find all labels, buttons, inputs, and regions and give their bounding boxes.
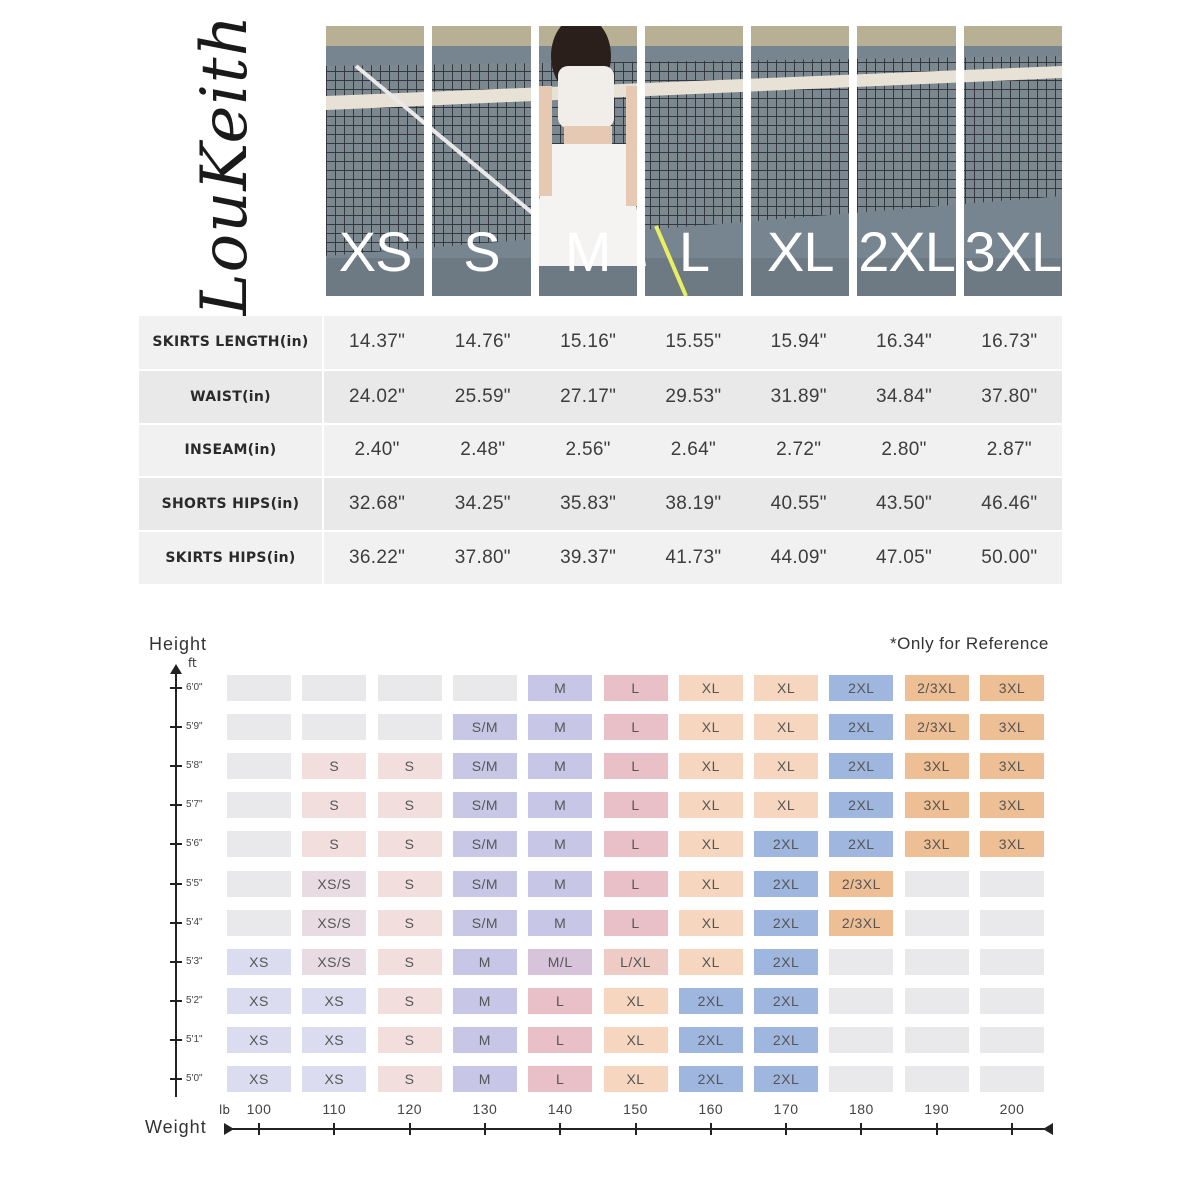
size-cell: 2XL bbox=[829, 753, 893, 779]
empty-size-cell bbox=[227, 910, 291, 936]
weight-tick bbox=[559, 1123, 561, 1135]
measurement-value: 2.64" bbox=[670, 439, 717, 461]
empty-size-cell bbox=[829, 1027, 893, 1053]
empty-size-cell bbox=[829, 988, 893, 1014]
size-cell: 2XL bbox=[679, 988, 743, 1014]
empty-size-cell bbox=[905, 871, 969, 897]
weight-axis-arrow-left-icon bbox=[224, 1123, 234, 1135]
empty-size-cell bbox=[905, 910, 969, 936]
reference-note: *Only for Reference bbox=[890, 634, 1049, 653]
size-table-row bbox=[139, 370, 1062, 424]
weight-tick-label: 140 bbox=[547, 1101, 573, 1117]
measurement-value: 39.37" bbox=[560, 547, 617, 569]
banner-size-label: XL bbox=[767, 220, 834, 283]
size-measurement-table bbox=[139, 316, 1062, 586]
weight-unit-label: lb bbox=[219, 1103, 230, 1117]
measurement-value: 35.83" bbox=[560, 493, 617, 515]
size-cell: L bbox=[604, 871, 668, 897]
height-tick-label: 5'8" bbox=[186, 760, 203, 772]
size-cell: 2/3XL bbox=[829, 910, 893, 936]
size-cell: S bbox=[378, 792, 442, 818]
banner-size-col bbox=[743, 26, 849, 296]
height-tick bbox=[170, 804, 182, 806]
size-cell: XS bbox=[227, 988, 291, 1014]
size-cell: L bbox=[604, 792, 668, 818]
size-cell: M bbox=[528, 792, 592, 818]
measurement-value: 2.72" bbox=[776, 439, 822, 461]
size-cell: L bbox=[604, 714, 668, 740]
height-unit-label: ft bbox=[188, 656, 197, 670]
measurement-value: 46.46" bbox=[981, 493, 1038, 515]
measurement-value: 47.05" bbox=[875, 547, 933, 569]
height-tick-label: 5'9" bbox=[186, 721, 203, 733]
measurement-value: 40.55" bbox=[770, 493, 827, 515]
empty-size-cell bbox=[905, 1066, 969, 1092]
size-cell: L bbox=[528, 1066, 592, 1092]
size-cell: S/M bbox=[453, 910, 517, 936]
height-axis-title: Height bbox=[149, 634, 208, 654]
size-cell: XS/S bbox=[302, 910, 366, 936]
weight-axis-title: Weight bbox=[145, 1117, 207, 1137]
banner-size-col bbox=[326, 26, 424, 296]
measurement-value: 2.87" bbox=[986, 439, 1032, 461]
size-cell: M bbox=[528, 831, 592, 857]
size-cell: XL bbox=[604, 1027, 668, 1053]
size-cell: XL bbox=[679, 753, 743, 779]
size-cell: 2XL bbox=[679, 1066, 743, 1092]
size-cell: 3XL bbox=[980, 792, 1044, 818]
measurement-value: 15.16" bbox=[560, 331, 617, 353]
size-cell: XL bbox=[754, 753, 818, 779]
size-table-row bbox=[139, 477, 1062, 531]
empty-size-cell bbox=[378, 675, 442, 701]
banner-size-label: S bbox=[463, 220, 500, 283]
size-cell: XL bbox=[604, 988, 668, 1014]
empty-size-cell bbox=[227, 792, 291, 818]
height-tick-label: 5'1" bbox=[186, 1033, 203, 1045]
weight-tick-label: 160 bbox=[698, 1101, 724, 1117]
measurement-value: 34.84" bbox=[875, 385, 933, 407]
size-cell: S bbox=[302, 831, 366, 857]
empty-size-cell bbox=[302, 675, 366, 701]
measurement-value: 36.22" bbox=[349, 547, 406, 569]
size-cell: XL bbox=[754, 675, 818, 701]
size-cell: XS/S bbox=[302, 949, 366, 975]
banner-size-col bbox=[849, 26, 955, 296]
size-cell: M/L bbox=[528, 949, 592, 975]
size-cell: 2XL bbox=[754, 949, 818, 975]
measurement-value: 31.89" bbox=[770, 385, 827, 407]
banner-size-label: 2XL bbox=[858, 220, 955, 283]
measurement-value: 25.59" bbox=[454, 385, 511, 407]
size-cell: 3XL bbox=[905, 753, 969, 779]
measurement-label: SKIRTS HIPS(in) bbox=[139, 531, 323, 585]
size-table-row bbox=[139, 424, 1062, 478]
banner-size-col bbox=[637, 26, 743, 296]
size-cell: M bbox=[453, 1066, 517, 1092]
size-cell: 2XL bbox=[829, 675, 893, 701]
size-cell: S bbox=[302, 753, 366, 779]
size-cell: 2XL bbox=[754, 1027, 818, 1053]
size-cell: 3XL bbox=[905, 831, 969, 857]
measurement-value: 32.68" bbox=[349, 493, 406, 515]
empty-size-cell bbox=[905, 949, 969, 975]
height-tick bbox=[170, 1039, 182, 1041]
height-tick-label: 6'0" bbox=[186, 682, 203, 693]
size-cell: L bbox=[604, 753, 668, 779]
empty-size-cell bbox=[453, 675, 517, 701]
weight-tick bbox=[860, 1123, 862, 1135]
size-cell: S bbox=[302, 792, 366, 818]
size-cell: 2XL bbox=[829, 792, 893, 818]
weight-tick-label: 130 bbox=[472, 1101, 498, 1117]
height-tick-label: 5'3" bbox=[186, 955, 203, 967]
size-cell: 2XL bbox=[754, 988, 818, 1014]
size-cell: S/M bbox=[453, 871, 517, 897]
measurement-value: 2.80" bbox=[881, 439, 927, 461]
size-cell: XS bbox=[302, 1066, 366, 1092]
size-cell: XS bbox=[302, 1027, 366, 1053]
size-cell: M bbox=[528, 714, 592, 740]
size-cell: S bbox=[378, 871, 442, 897]
banner-size-label: M bbox=[564, 220, 611, 283]
size-cell: S/M bbox=[453, 831, 517, 857]
height-tick bbox=[170, 843, 182, 845]
measurement-value: 15.55" bbox=[665, 331, 722, 353]
weight-tick bbox=[1011, 1123, 1013, 1135]
size-cell: 2XL bbox=[829, 831, 893, 857]
empty-size-cell bbox=[905, 988, 969, 1014]
size-banner-photo bbox=[326, 26, 1062, 296]
size-cell: S bbox=[378, 831, 442, 857]
size-cell: XL bbox=[679, 910, 743, 936]
weight-tick-label: 180 bbox=[848, 1101, 874, 1117]
size-cell: S bbox=[378, 1027, 442, 1053]
weight-tick bbox=[635, 1123, 637, 1135]
measurement-value: 16.34" bbox=[875, 331, 933, 353]
size-cell: 2/3XL bbox=[905, 675, 969, 701]
measurement-value: 44.09" bbox=[770, 547, 827, 569]
empty-size-cell bbox=[905, 1027, 969, 1053]
weight-tick-label: 100 bbox=[246, 1101, 272, 1117]
empty-size-cell bbox=[227, 871, 291, 897]
size-cell: S bbox=[378, 753, 442, 779]
brand-logo bbox=[150, 14, 300, 316]
empty-size-cell bbox=[980, 910, 1044, 936]
weight-tick bbox=[258, 1123, 260, 1135]
height-tick-label: 5'6" bbox=[186, 838, 203, 850]
weight-tick bbox=[484, 1123, 486, 1135]
height-tick bbox=[170, 922, 182, 924]
weight-tick bbox=[785, 1123, 787, 1135]
size-cell: S bbox=[378, 1066, 442, 1092]
empty-size-cell bbox=[980, 871, 1044, 897]
size-cell: XL bbox=[679, 714, 743, 740]
size-cell: L bbox=[604, 910, 668, 936]
empty-size-cell bbox=[829, 1066, 893, 1092]
measurement-value: 27.17" bbox=[560, 385, 617, 407]
banner-size-label: L bbox=[678, 220, 710, 283]
size-cell: L/XL bbox=[604, 949, 668, 975]
height-tick bbox=[170, 1078, 182, 1080]
size-cell: XL bbox=[679, 871, 743, 897]
empty-size-cell bbox=[980, 988, 1044, 1014]
measurement-value: 43.50" bbox=[875, 493, 933, 515]
height-axis-arrow-icon bbox=[170, 664, 182, 674]
size-table-row bbox=[139, 316, 1062, 370]
banner-size-columns bbox=[326, 26, 1062, 296]
size-cell: M bbox=[528, 675, 592, 701]
height-tick-label: 5'2" bbox=[186, 994, 203, 1006]
measurement-label: SHORTS HIPS(in) bbox=[139, 477, 323, 531]
banner-size-label: XS bbox=[338, 220, 412, 283]
size-cell: S/M bbox=[453, 714, 517, 740]
empty-size-cell bbox=[980, 1027, 1044, 1053]
height-tick bbox=[170, 883, 182, 885]
height-tick-label: 5'0" bbox=[186, 1073, 203, 1084]
measurement-value: 15.94" bbox=[770, 331, 827, 353]
measurement-value: 37.80" bbox=[454, 547, 511, 569]
brand-logo-text: LouKeith bbox=[188, 14, 262, 316]
size-cell: 2XL bbox=[754, 910, 818, 936]
weight-axis-arrow-right-icon bbox=[1043, 1123, 1053, 1135]
size-cell: S bbox=[378, 949, 442, 975]
size-cell: 2XL bbox=[754, 831, 818, 857]
measurement-label: INSEAM(in) bbox=[139, 424, 323, 478]
weight-tick bbox=[333, 1123, 335, 1135]
measurement-value: 2.40" bbox=[354, 439, 400, 461]
measurement-value: 38.19" bbox=[665, 493, 722, 515]
weight-tick bbox=[409, 1123, 411, 1135]
size-cell: 2/3XL bbox=[905, 714, 969, 740]
height-tick-label: 5'4" bbox=[186, 916, 203, 928]
size-cell: XS bbox=[302, 988, 366, 1014]
size-cell: S bbox=[378, 988, 442, 1014]
size-cell: XL bbox=[679, 831, 743, 857]
measurement-value: 2.56" bbox=[565, 439, 611, 461]
weight-tick bbox=[936, 1123, 938, 1135]
empty-size-cell bbox=[227, 831, 291, 857]
banner-size-col bbox=[424, 26, 530, 296]
size-cell: 3XL bbox=[980, 753, 1044, 779]
size-cell: M bbox=[528, 753, 592, 779]
size-cell: XS bbox=[227, 949, 291, 975]
measurement-label: SKIRTS LENGTH(in) bbox=[139, 316, 323, 370]
weight-tick-label: 200 bbox=[999, 1101, 1025, 1117]
size-cell: L bbox=[604, 675, 668, 701]
height-tick bbox=[170, 726, 182, 728]
weight-tick-label: 110 bbox=[322, 1101, 347, 1117]
empty-size-cell bbox=[227, 714, 291, 740]
size-cell: 2XL bbox=[829, 714, 893, 740]
weight-tick-label: 190 bbox=[924, 1101, 950, 1117]
height-tick-label: 5'7" bbox=[186, 799, 203, 811]
measurement-value: 34.25" bbox=[454, 493, 511, 515]
size-cell: 3XL bbox=[905, 792, 969, 818]
size-cell: 2XL bbox=[754, 871, 818, 897]
height-tick bbox=[170, 687, 182, 689]
size-cell: S bbox=[378, 910, 442, 936]
size-cell: S/M bbox=[453, 792, 517, 818]
size-table-body bbox=[139, 316, 1062, 585]
weight-tick-label: 150 bbox=[623, 1101, 648, 1117]
weight-tick-label: 120 bbox=[397, 1101, 423, 1117]
empty-size-cell bbox=[378, 714, 442, 740]
height-tick bbox=[170, 1000, 182, 1002]
size-cell: M bbox=[453, 1027, 517, 1053]
size-cell: M bbox=[528, 910, 592, 936]
banner-size-col bbox=[531, 26, 637, 296]
size-cell: 2XL bbox=[679, 1027, 743, 1053]
size-cell: XL bbox=[679, 792, 743, 818]
size-cell: M bbox=[453, 988, 517, 1014]
size-cell: L bbox=[604, 831, 668, 857]
size-cell: XL bbox=[679, 949, 743, 975]
measurement-value: 41.73" bbox=[665, 547, 722, 569]
size-cell: 2/3XL bbox=[829, 871, 893, 897]
height-axis-line bbox=[175, 672, 177, 1097]
size-cell: 3XL bbox=[980, 675, 1044, 701]
size-cell: L bbox=[528, 1027, 592, 1053]
empty-size-cell bbox=[302, 714, 366, 740]
size-cell: 3XL bbox=[980, 831, 1044, 857]
measurement-value: 16.73" bbox=[981, 331, 1038, 353]
measurement-value: 37.80" bbox=[981, 385, 1038, 407]
measurement-value: 14.76" bbox=[454, 331, 511, 353]
measurement-value: 14.37" bbox=[349, 331, 406, 353]
measurement-value: 50.00" bbox=[981, 547, 1038, 569]
size-cell: XL bbox=[604, 1066, 668, 1092]
height-tick bbox=[170, 961, 182, 963]
empty-size-cell bbox=[829, 949, 893, 975]
size-cell: XS bbox=[227, 1027, 291, 1053]
size-cell: 3XL bbox=[980, 714, 1044, 740]
weight-axis-line bbox=[225, 1128, 1050, 1130]
measurement-value: 24.02" bbox=[349, 385, 406, 407]
size-cell: XL bbox=[754, 792, 818, 818]
measurement-label: WAIST(in) bbox=[139, 370, 323, 424]
size-table-row bbox=[139, 531, 1062, 585]
weight-tick bbox=[710, 1123, 712, 1135]
empty-size-cell bbox=[980, 1066, 1044, 1092]
size-cell: S/M bbox=[453, 753, 517, 779]
empty-size-cell bbox=[980, 949, 1044, 975]
size-cell: XS/S bbox=[302, 871, 366, 897]
size-cell: 2XL bbox=[754, 1066, 818, 1092]
measurement-value: 29.53" bbox=[665, 385, 722, 407]
measurement-value: 2.48" bbox=[460, 439, 506, 461]
height-tick bbox=[170, 765, 182, 767]
empty-size-cell bbox=[227, 753, 291, 779]
size-cell: XS bbox=[227, 1066, 291, 1092]
size-cell: XL bbox=[754, 714, 818, 740]
banner-size-col bbox=[956, 26, 1062, 296]
size-cell: L bbox=[528, 988, 592, 1014]
height-tick-label: 5'5" bbox=[186, 877, 203, 889]
size-cell: XL bbox=[679, 675, 743, 701]
size-cell: M bbox=[453, 949, 517, 975]
weight-tick-label: 170 bbox=[773, 1101, 799, 1117]
size-cell: M bbox=[528, 871, 592, 897]
empty-size-cell bbox=[227, 675, 291, 701]
banner-size-label: 3XL bbox=[964, 220, 1062, 283]
